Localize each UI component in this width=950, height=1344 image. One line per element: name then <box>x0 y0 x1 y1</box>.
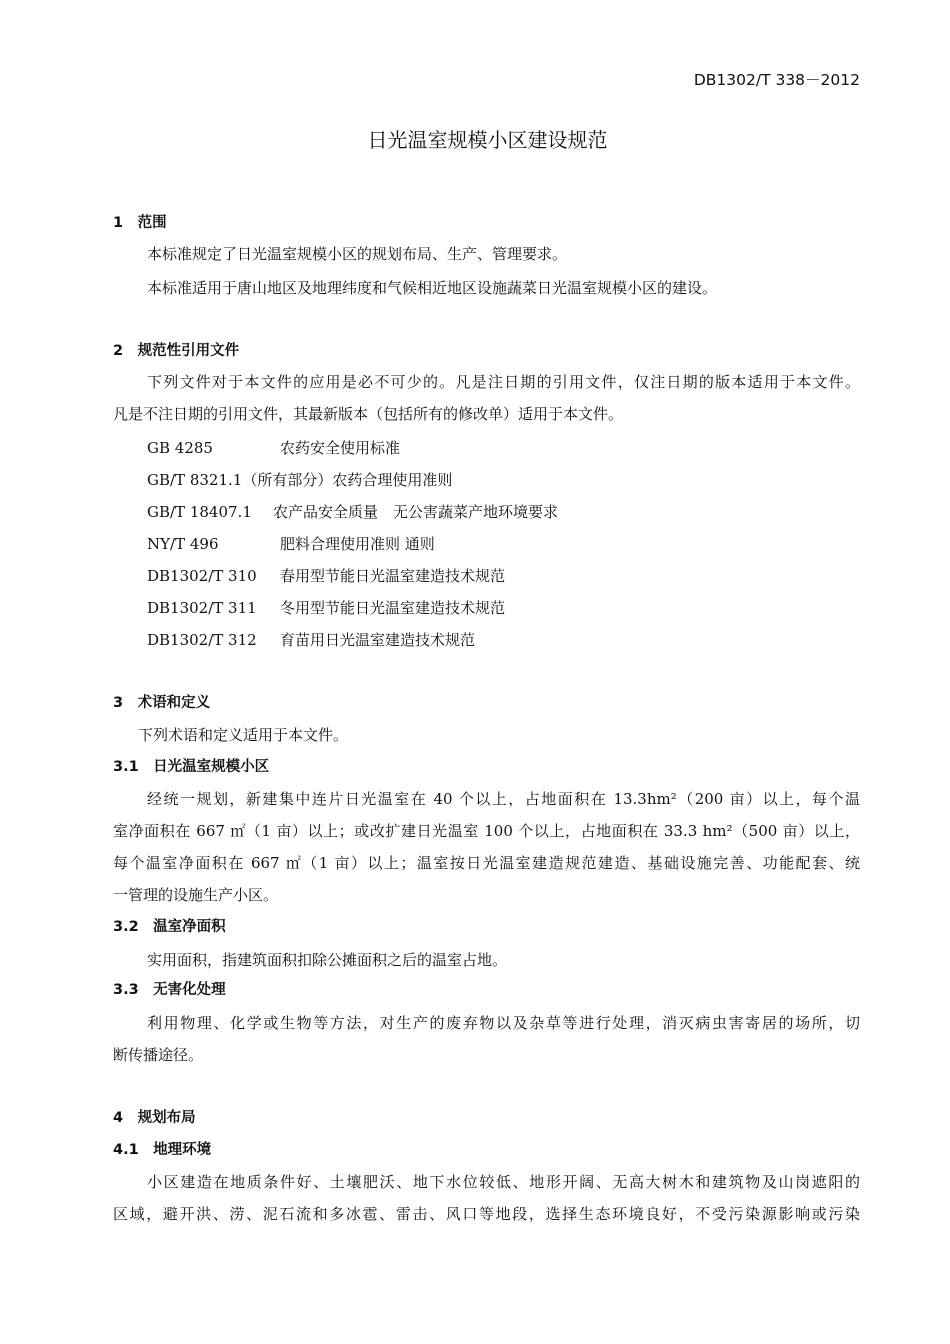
reference-title: 育苗用日光温室建造技术规范 <box>280 631 476 649</box>
reference-title: 冬用型节能日光温室建造技术规范 <box>280 599 506 617</box>
subsection-3-3-heading: 3.3 无害化处理 <box>113 982 226 998</box>
section-2-heading: 2 规范性引用文件 <box>113 343 240 359</box>
reference-code: DB1302/T 310 <box>147 567 257 585</box>
subsection-3-1-heading: 3.1 日光温室规模小区 <box>113 759 270 775</box>
reference-code: DB1302/T 311 <box>147 599 257 617</box>
reference-title: 肥料合理使用准则 通则 <box>280 535 435 553</box>
paragraph-line: 断传播途径。 <box>113 1046 204 1064</box>
paragraph-line: 小区建造在地质条件好、土壤肥沃、地下水位较低、地形开阔、无高大树木和建筑物及山岗遮阳的 <box>147 1173 860 1191</box>
subsection-4-1-heading: 4.1 地理环境 <box>113 1142 212 1158</box>
paragraph: 凡是不注日期的引用文件，其最新版本（包括所有的修改单）适用于本文件。 <box>113 405 624 423</box>
paragraph-line: 经统一规划，新建集中连片日光温室在 40 个以上，占地面积在 13.3hm²（200 亩）以上，每个温 <box>147 790 860 808</box>
section-3-heading: 3 术语和定义 <box>113 695 211 711</box>
section-1-heading: 1 范围 <box>113 215 167 231</box>
reference-title: 农产品安全质量 无公害蔬菜产地环境要求 <box>273 503 559 521</box>
subsection-3-2-heading: 3.2 温室净面积 <box>113 919 226 935</box>
section-4-heading: 4 规划布局 <box>113 1110 196 1126</box>
paragraph-line: 利用物理、化学或生物等方法，对生产的废弃物以及杂草等进行处理，消灭病虫害寄居的场所，切 <box>147 1014 860 1032</box>
paragraph: 下列文件对于本文件的应用是必不可少的。凡是注日期的引用文件，仅注日期的版本适用于本文件。 <box>147 373 860 391</box>
reference-title: 农药安全使用标准 <box>280 439 401 457</box>
document-title: 日光温室规模小区建设规范 <box>367 128 608 152</box>
paragraph-line: 实用面积，指建筑面积扣除公摊面积之后的温室占地。 <box>147 951 508 969</box>
reference-code: GB 4285 <box>147 439 213 457</box>
paragraph: 本标准规定了日光温室规模小区的规划布局、生产、管理要求。 <box>147 245 568 263</box>
reference-title: 春用型节能日光温室建造技术规范 <box>280 567 506 585</box>
standard-number: DB1302/T 338－2012 <box>693 71 860 89</box>
paragraph-line: 区域，避开洪、涝、泥石流和多冰雹、雷击、风口等地段，选择生态环境良好，不受污染源影响或污染 <box>113 1205 860 1223</box>
paragraph-line: 室净面积在 667 ㎡（1 亩）以上；或改扩建日光温室 100 个以上，占地面积在 33.3 hm²（500 亩）以上， <box>113 822 860 840</box>
paragraph-line: 每个温室净面积在 667 ㎡（1 亩）以上；温室按日光温室建造规范建造、基础设施完善、功能配套、统 <box>113 854 860 872</box>
reference-code: GB/T 8321.1（所有部分）农药合理使用准则 <box>147 471 453 489</box>
paragraph: 下列术语和定义适用于本文件。 <box>138 726 349 744</box>
reference-code: GB/T 18407.1 <box>147 503 252 521</box>
paragraph: 本标准适用于唐山地区及地理纬度和气候相近地区设施蔬菜日光温室规模小区的建设。 <box>147 279 718 297</box>
reference-code: NY/T 496 <box>147 535 219 553</box>
reference-code: DB1302/T 312 <box>147 631 257 649</box>
paragraph-line: 一管理的设施生产小区。 <box>113 886 279 904</box>
